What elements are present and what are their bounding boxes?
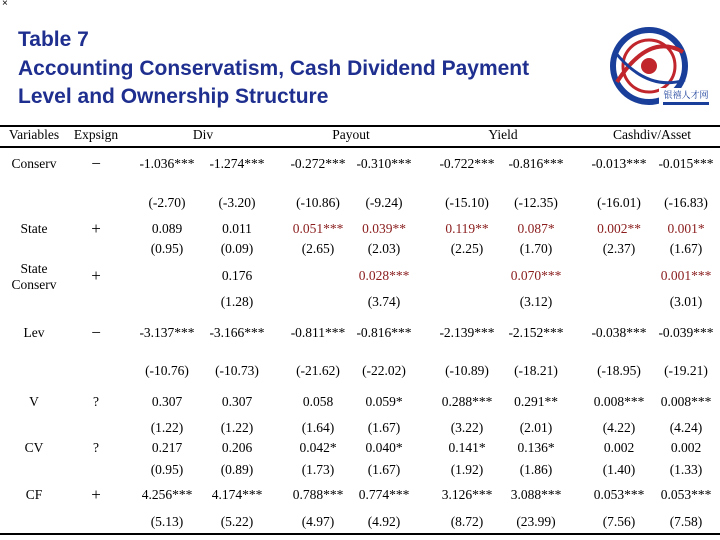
t-statistic-cell: (1.33) xyxy=(669,462,703,477)
svg-text:银禧人才网: 银禧人才网 xyxy=(663,91,709,101)
coefficient-cell: 3.126*** xyxy=(441,487,493,502)
t-statistic-cell: (2.03) xyxy=(367,241,401,256)
coefficient-cell: 0.089 xyxy=(151,221,183,236)
coefficient-cell: 0.001*** xyxy=(660,268,712,283)
coefficient-cell: 3.088*** xyxy=(510,487,562,502)
coefficient-cell: 0.058 xyxy=(302,394,334,409)
title-line: Level and Ownership Structure xyxy=(18,85,329,108)
t-statistic-cell: (2.25) xyxy=(450,241,484,256)
coefficient-cell: 4.256*** xyxy=(141,487,193,502)
t-statistic-cell: (-21.62) xyxy=(296,363,340,378)
header-yield: Yield xyxy=(488,127,518,142)
t-statistic-cell: (-10.86) xyxy=(296,195,340,210)
coefficient-cell: 0.206 xyxy=(221,440,253,455)
row-variable-name: State xyxy=(20,261,48,276)
t-statistic-cell: (3.01) xyxy=(669,294,703,309)
coefficient-cell: -2.139*** xyxy=(439,325,495,340)
coefficient-cell: -0.722*** xyxy=(439,156,495,171)
row-expected-sign: + xyxy=(91,266,101,285)
slide-title xyxy=(18,26,529,112)
coefficient-cell: 0.141* xyxy=(448,440,486,455)
coefficient-cell: 0.288*** xyxy=(441,394,493,409)
t-statistic-cell: (-22.02) xyxy=(362,363,406,378)
coefficient-cell: 0.011 xyxy=(222,221,252,236)
row-expected-sign: ? xyxy=(93,440,99,455)
row-expected-sign: + xyxy=(91,219,101,238)
row-variable-name: Conserv xyxy=(11,277,57,292)
t-statistic-cell: (-19.21) xyxy=(664,363,708,378)
t-statistic-cell: (1.22) xyxy=(150,420,184,435)
t-statistic-cell: (0.89) xyxy=(220,462,254,477)
coefficient-cell: 0.307 xyxy=(221,394,253,409)
t-statistic-cell: (3.22) xyxy=(450,420,484,435)
coefficient-cell: 0.087* xyxy=(517,221,555,236)
t-statistic-cell: (-10.76) xyxy=(145,363,189,378)
corner-mark: × xyxy=(2,0,8,9)
coefficient-cell: 0.136* xyxy=(517,440,555,455)
t-statistic-cell: (-3.20) xyxy=(218,195,256,210)
t-statistic-cell: (8.72) xyxy=(450,514,484,529)
coefficient-cell: 0.002** xyxy=(597,221,641,236)
t-statistic-cell: (5.13) xyxy=(150,514,184,529)
coefficient-cell: 0.039** xyxy=(362,221,406,236)
row-variable-name: Lev xyxy=(23,325,45,340)
coefficient-cell: 0.001* xyxy=(667,221,705,236)
t-statistic-cell: (1.67) xyxy=(367,420,401,435)
coefficient-cell: 0.028*** xyxy=(358,268,410,283)
t-statistic-cell: (7.56) xyxy=(602,514,636,529)
row-expected-sign: + xyxy=(91,485,101,504)
t-statistic-cell: (2.65) xyxy=(301,241,335,256)
t-statistic-cell: (1.28) xyxy=(220,294,254,309)
t-statistic-cell: (2.37) xyxy=(602,241,636,256)
t-statistic-cell: (1.22) xyxy=(220,420,254,435)
header-variables: Variables xyxy=(8,127,60,142)
t-statistic-cell: (4.24) xyxy=(669,420,703,435)
t-statistic-cell: (-18.95) xyxy=(597,363,641,378)
t-statistic-cell: (1.40) xyxy=(602,462,636,477)
header-div: Div xyxy=(192,127,214,142)
coefficient-cell: -0.039*** xyxy=(658,325,714,340)
coefficient-cell: 0.002 xyxy=(603,440,635,455)
coefficient-cell: 0.774*** xyxy=(358,487,410,502)
coefficient-cell: 0.042* xyxy=(299,440,337,455)
coefficient-cell: 0.040* xyxy=(365,440,403,455)
header-bottom-rule xyxy=(0,146,720,148)
coefficient-cell: 0.307 xyxy=(151,394,183,409)
t-statistic-cell: (1.67) xyxy=(669,241,703,256)
t-statistic-cell: (-12.35) xyxy=(514,195,558,210)
t-statistic-cell: (1.64) xyxy=(301,420,335,435)
t-statistic-cell: (1.73) xyxy=(301,462,335,477)
coefficient-cell: 0.053*** xyxy=(593,487,645,502)
header-expsign: Expsign xyxy=(73,127,119,142)
t-statistic-cell: (-9.24) xyxy=(365,195,403,210)
t-statistic-cell: (4.92) xyxy=(367,514,401,529)
t-statistic-cell: (3.12) xyxy=(519,294,553,309)
t-statistic-cell: (4.97) xyxy=(301,514,335,529)
coefficient-cell: 0.176 xyxy=(221,268,253,283)
row-variable-name: CF xyxy=(25,487,43,502)
row-expected-sign: ? xyxy=(93,394,99,409)
t-statistic-cell: (1.92) xyxy=(450,462,484,477)
t-statistic-cell: (1.67) xyxy=(367,462,401,477)
coefficient-cell: -0.013*** xyxy=(591,156,647,171)
t-statistic-cell: (-2.70) xyxy=(148,195,186,210)
t-statistic-cell: (2.01) xyxy=(519,420,553,435)
coefficient-cell: -0.811*** xyxy=(290,325,346,340)
row-variable-name: CV xyxy=(24,440,44,455)
row-expected-sign: − xyxy=(91,323,101,342)
row-variable-name: Conserv xyxy=(11,156,57,171)
t-statistic-cell: (3.74) xyxy=(367,294,401,309)
coefficient-cell: 0.119** xyxy=(445,221,489,236)
t-statistic-cell: (1.70) xyxy=(519,241,553,256)
row-variable-name: State xyxy=(20,221,48,236)
t-statistic-cell: (-18.21) xyxy=(514,363,558,378)
coefficient-cell: 0.217 xyxy=(151,440,183,455)
t-statistic-cell: (1.86) xyxy=(519,462,553,477)
coefficient-cell: 0.788*** xyxy=(292,487,344,502)
t-statistic-cell: (-16.83) xyxy=(664,195,708,210)
t-statistic-cell: (-15.10) xyxy=(445,195,489,210)
coefficient-cell: -3.166*** xyxy=(209,325,265,340)
coefficient-cell: -0.310*** xyxy=(356,156,412,171)
t-statistic-cell: (-16.01) xyxy=(597,195,641,210)
title-line: Table 7 xyxy=(18,28,89,51)
coefficient-cell: -0.816*** xyxy=(508,156,564,171)
coefficient-cell: 0.051*** xyxy=(292,221,344,236)
coefficient-cell: -0.038*** xyxy=(591,325,647,340)
t-statistic-cell: (-10.73) xyxy=(215,363,259,378)
t-statistic-cell: (0.95) xyxy=(150,241,184,256)
coefficient-cell: 0.053*** xyxy=(660,487,712,502)
coefficient-cell: -2.152*** xyxy=(508,325,564,340)
university-logo-icon xyxy=(597,22,715,112)
row-variable-name: V xyxy=(29,394,39,409)
t-statistic-cell: (4.22) xyxy=(602,420,636,435)
coefficient-cell: 4.174*** xyxy=(211,487,263,502)
t-statistic-cell: (-10.89) xyxy=(445,363,489,378)
coefficient-cell: 0.070*** xyxy=(510,268,562,283)
coefficient-cell: -0.272*** xyxy=(290,156,346,171)
t-statistic-cell: (0.95) xyxy=(150,462,184,477)
t-statistic-cell: (7.58) xyxy=(669,514,703,529)
coefficient-cell: -1.274*** xyxy=(209,156,265,171)
t-statistic-cell: (0.09) xyxy=(220,241,254,256)
coefficient-cell: -1.036*** xyxy=(139,156,195,171)
t-statistic-cell: (5.22) xyxy=(220,514,254,529)
header-payout: Payout xyxy=(332,127,370,142)
header-cashdiv-asset: Cashdiv/Asset xyxy=(612,127,691,142)
coefficient-cell: 0.008*** xyxy=(660,394,712,409)
t-statistic-cell: (23.99) xyxy=(516,514,556,529)
coefficient-cell: -0.015*** xyxy=(658,156,714,171)
coefficient-cell: -3.137*** xyxy=(139,325,195,340)
coefficient-cell: 0.291** xyxy=(514,394,558,409)
table-bottom-rule xyxy=(0,533,720,535)
coefficient-cell: 0.002 xyxy=(670,440,702,455)
title-line: Accounting Conservatism, Cash Dividend Payment xyxy=(18,56,530,80)
row-expected-sign: − xyxy=(91,154,101,173)
coefficient-cell: 0.059* xyxy=(365,394,403,409)
coefficient-cell: -0.816*** xyxy=(356,325,412,340)
coefficient-cell: 0.008*** xyxy=(593,394,645,409)
